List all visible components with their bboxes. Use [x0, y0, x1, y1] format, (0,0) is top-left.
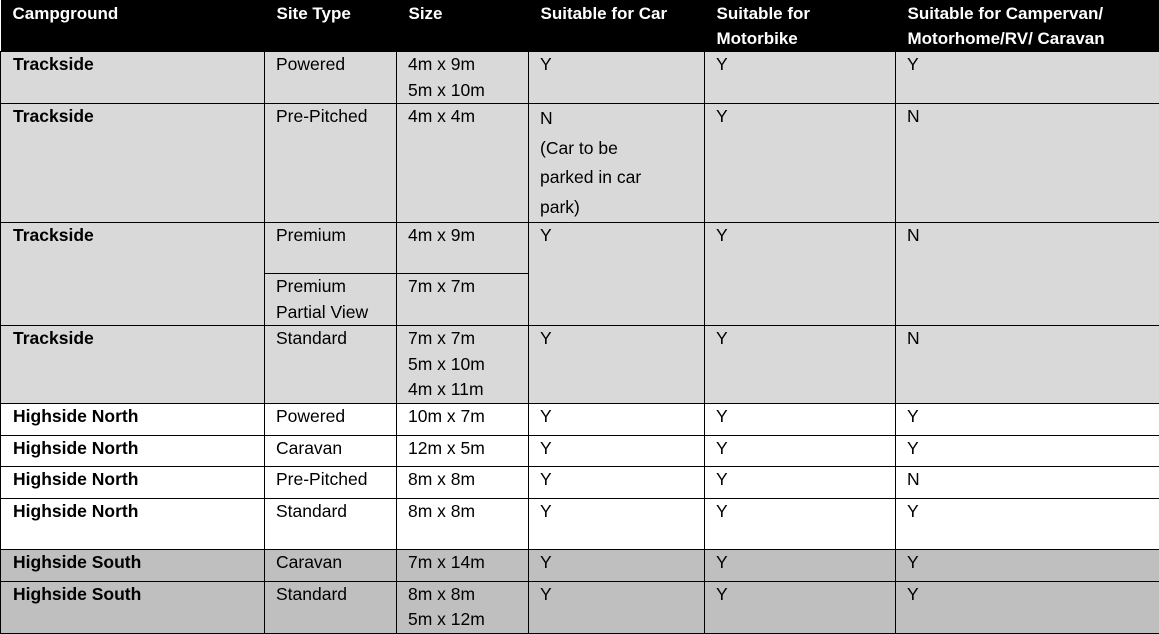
car-note-line: parked in car [540, 163, 698, 193]
size-cell: 4m x 9m [397, 223, 529, 274]
campground-cell: Trackside [1, 223, 265, 326]
campervan-cell: Y [896, 549, 1159, 581]
site-type-cell: Standard [265, 326, 397, 404]
site-type-cell: Standard [265, 498, 397, 549]
table-header-row [1, 0, 1159, 52]
car-cell: Y [529, 549, 705, 581]
campervan-cell: N [896, 104, 1159, 223]
car-note-line: (Car to be [540, 134, 698, 164]
motorbike-cell: Y [705, 223, 896, 326]
motorbike-cell: Y [705, 549, 896, 581]
site-type-cell: Powered [265, 52, 397, 104]
size-value: 8m x 8m [408, 582, 522, 608]
car-cell: Y [529, 403, 705, 435]
campground-cell: Highside South [1, 549, 265, 581]
site-type-cell: Caravan [265, 549, 397, 581]
table-row [1, 435, 1159, 466]
table-row [1, 581, 1159, 633]
size-cell: 4m x 4m [397, 104, 529, 223]
car-cell: Y [529, 581, 705, 633]
table-row [1, 52, 1159, 104]
campervan-cell: Y [896, 581, 1159, 633]
size-value: 4m x 9m [408, 52, 522, 78]
car-value: N [540, 104, 698, 134]
campervan-cell: N [896, 466, 1159, 498]
car-cell: Y [529, 466, 705, 498]
site-type-cell: Pre-Pitched [265, 466, 397, 498]
campground-cell: Trackside [1, 104, 265, 223]
site-type-cell: Premium Partial View [265, 274, 397, 326]
table-row [1, 403, 1159, 435]
size-cell: 10m x 7m [397, 403, 529, 435]
car-cell: Y [529, 435, 705, 466]
campground-cell: Highside South [1, 581, 265, 633]
motorbike-cell: Y [705, 52, 896, 104]
size-value: 5m x 12m [408, 607, 522, 633]
car-cell: Y [529, 223, 705, 326]
size-cell: 7m x 14m [397, 549, 529, 581]
motorbike-cell: Y [705, 326, 896, 404]
table-row [1, 466, 1159, 498]
campervan-cell: Y [896, 52, 1159, 104]
table-row [1, 326, 1159, 404]
header-campground: Campground [1, 0, 265, 52]
motorbike-cell: Y [705, 466, 896, 498]
campervan-cell: Y [896, 435, 1159, 466]
size-cell: 12m x 5m [397, 435, 529, 466]
campervan-cell: Y [896, 498, 1159, 549]
site-type-cell: Pre-Pitched [265, 104, 397, 223]
size-cell: 7m x 7m [397, 274, 529, 326]
site-type-cell: Caravan [265, 435, 397, 466]
campground-cell: Trackside [1, 326, 265, 404]
campervan-cell: Y [896, 403, 1159, 435]
campground-cell: Highside North [1, 403, 265, 435]
campground-cell: Highside North [1, 435, 265, 466]
size-cell [397, 52, 529, 104]
motorbike-cell: Y [705, 581, 896, 633]
car-note-line: park) [540, 193, 698, 223]
size-value: 4m x 11m [408, 377, 522, 403]
size-cell [397, 581, 529, 633]
header-size: Size [397, 0, 529, 52]
header-suitable-car: Suitable for Car [529, 0, 705, 52]
motorbike-cell: Y [705, 104, 896, 223]
campervan-cell: N [896, 223, 1159, 326]
motorbike-cell: Y [705, 403, 896, 435]
site-type-cell: Standard [265, 581, 397, 633]
car-cell [529, 104, 705, 223]
campervan-cell: N [896, 326, 1159, 404]
campground-cell: Trackside [1, 52, 265, 104]
campground-cell: Highside North [1, 466, 265, 498]
car-cell: Y [529, 498, 705, 549]
size-cell [397, 326, 529, 404]
site-type-cell: Premium [265, 223, 397, 274]
header-site-type: Site Type [265, 0, 397, 52]
header-suitable-campervan: Suitable for Campervan/ Motorhome/RV/ Caravan [896, 0, 1159, 52]
table-row [1, 104, 1159, 223]
table-row [1, 549, 1159, 581]
size-cell: 8m x 8m [397, 466, 529, 498]
header-suitable-motorbike: Suitable for Motorbike [705, 0, 896, 52]
car-cell: Y [529, 52, 705, 104]
table-row [1, 223, 1159, 274]
size-value: 7m x 7m [408, 326, 522, 352]
site-type-cell: Powered [265, 403, 397, 435]
size-cell: 8m x 8m [397, 498, 529, 549]
size-value: 5m x 10m [408, 78, 522, 104]
size-value: 5m x 10m [408, 352, 522, 378]
table-row [1, 498, 1159, 549]
motorbike-cell: Y [705, 435, 896, 466]
motorbike-cell: Y [705, 498, 896, 549]
car-cell: Y [529, 326, 705, 404]
campground-cell: Highside North [1, 498, 265, 549]
